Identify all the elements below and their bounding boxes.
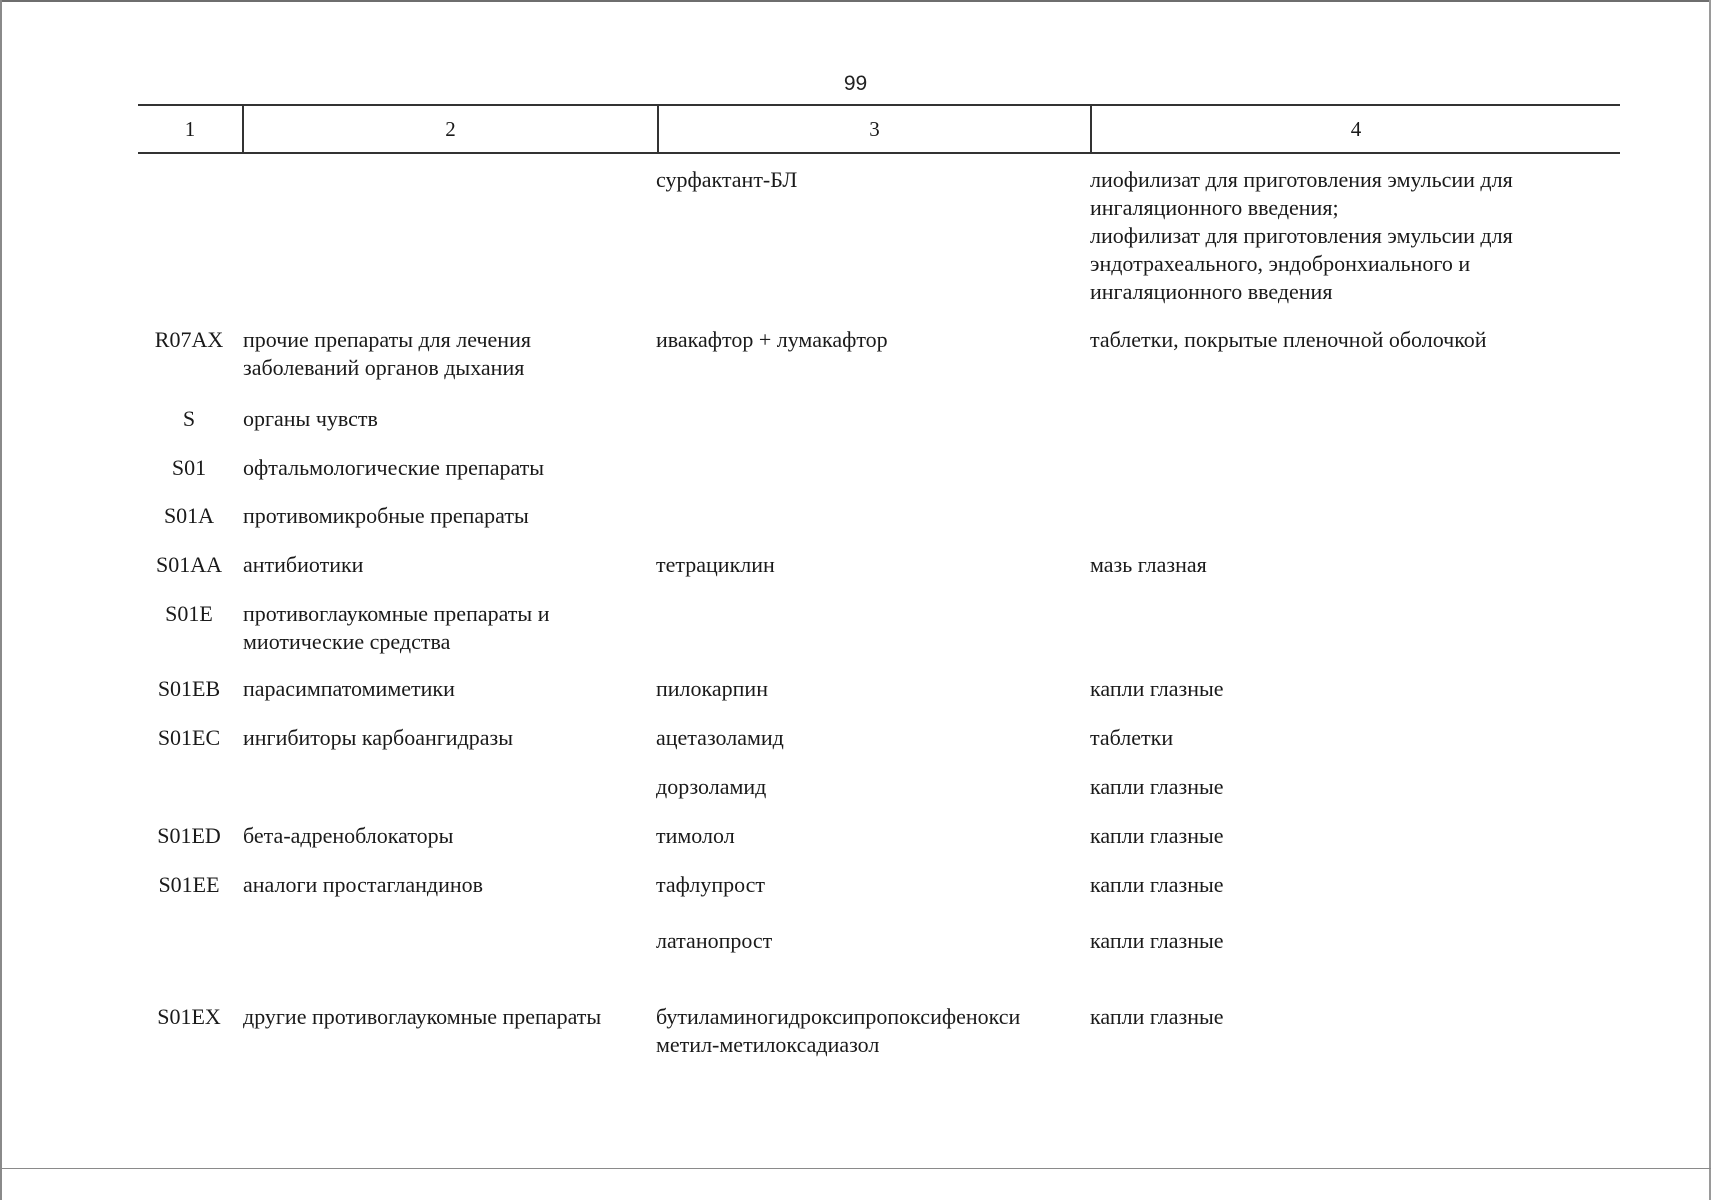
code-cell: S [182,406,196,431]
drug-cell: ацетазоламид [656,725,784,750]
code-cell: S01E [165,601,213,626]
form-cell: капли глазные [1090,676,1224,701]
form-cell: лиофилизат для приготовления эмульсии для ингаляционного введения; лиофилизат для приготовления эмульсии для эндотрахеального, эндобронхиального и ингаляционного введения [1090,167,1513,304]
form-cell: капли глазные [1090,1004,1224,1029]
drug-cell: сурфактант-БЛ [656,167,798,192]
group-cell: ингибиторы карбоангидразы [243,725,513,750]
code-cell: S01A [163,503,215,528]
form-cell: таблетки [1090,725,1174,750]
code-cell: S01EE [158,872,220,897]
page-number: 99 [843,72,868,95]
code-cell: S01EB [157,676,221,701]
group-cell: другие противоглаукомные препараты [243,1004,602,1029]
drug-cell: тетрациклин [656,552,775,577]
group-cell: офтальмологические препараты [243,455,545,480]
group-cell: противомикробные препараты [243,503,529,528]
code-cell: S01ED [157,823,221,848]
header-col-4: 4 [1350,117,1362,141]
drug-cell: тимолол [656,823,735,848]
code-cell: S01EC [157,725,221,750]
drug-cell: тафлупрост [656,872,766,897]
group-cell: аналоги простагландинов [243,872,484,897]
form-cell: мазь глазная [1090,552,1207,577]
code-cell: R07AX [154,327,224,352]
code-cell: S01 [171,455,207,480]
drug-cell: латанопрост [656,928,773,953]
drug-cell: ивакафтор + лумакафтор [656,327,888,352]
form-cell: таблетки, покрытые пленочной оболочкой [1090,327,1487,352]
header-col-1: 1 [184,117,196,141]
group-cell: прочие препараты для лечения заболеваний органов дыхания [243,327,531,380]
drug-cell: дорзоламид [656,774,767,799]
group-cell: противоглаукомные препараты и миотические средства [243,601,550,654]
header-col-2: 2 [445,117,456,141]
code-cell: S01EX [157,1004,221,1029]
form-cell: капли глазные [1090,774,1224,799]
form-cell: капли глазные [1090,823,1224,848]
group-cell: парасимпатомиметики [243,676,455,701]
group-cell: органы чувств [243,406,378,431]
header-col-3: 3 [869,117,880,141]
drug-cell: пилокарпин [656,676,768,701]
group-cell: антибиотики [243,552,364,577]
drug-cell: бутиламиногидроксипропоксифенокси метил-метилоксадиазол [656,1004,1021,1057]
group-cell: бета-адреноблокаторы [243,823,454,848]
form-cell: капли глазные [1090,928,1224,953]
code-cell: S01AA [155,552,222,577]
form-cell: капли глазные [1090,872,1224,897]
